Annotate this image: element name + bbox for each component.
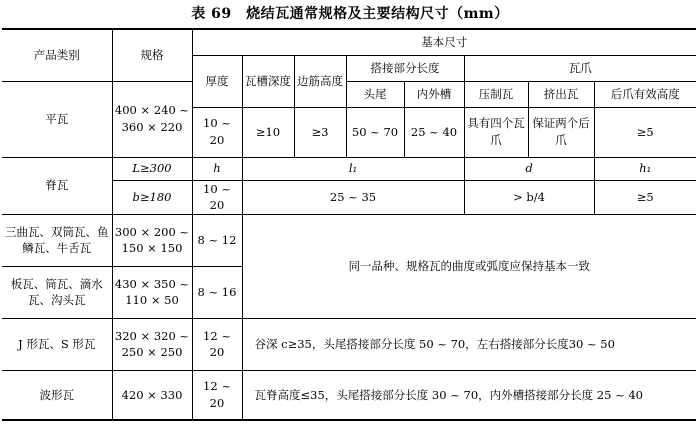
wave-thickness: 12 ~ 20 [192,370,242,420]
row-triple-name: 三曲瓦、双筒瓦、鱼鳞瓦、牛舌瓦 [2,214,112,266]
header-rear-claw-height: 后爪有效高度 [594,81,696,107]
row-plate-spec: 430 × 350 ~ 110 × 50 [112,266,192,318]
header-product-type: 产品类别 [2,29,112,81]
ridge-symbol-d: d [464,157,594,180]
flat-inner-outer: 25 ~ 40 [404,107,464,157]
row-triple-spec: 300 × 200 ~ 150 × 150 [112,214,192,266]
js-note: 谷深 c≥35，头尾搭接部分长度 50 ~ 70，左右搭接部分长度30 ~ 50 [242,318,696,370]
flat-thickness: 10 ~ 20 [192,107,242,157]
header-tile-claw: 瓦爪 [464,55,696,81]
row-ridge-name: 脊瓦 [2,157,112,214]
header-groove-depth: 瓦槽深度 [242,55,294,107]
header-head-tail: 头尾 [346,81,404,107]
js-thickness: 12 ~ 20 [192,318,242,370]
ridge-d-value: > b/4 [464,180,594,214]
row-flat-spec: 400 × 240 ~ 360 × 220 [112,81,192,157]
table-row [2,157,696,180]
plate-thickness: 8 ~ 16 [192,266,242,318]
flat-rib-height: ≥3 [294,107,346,157]
header-inner-outer-groove: 内外槽 [404,81,464,107]
table-row [2,318,696,370]
flat-groove-depth: ≥10 [242,107,294,157]
ridge-l1-value: 25 ~ 35 [242,180,464,214]
header-basic-dims: 基本尺寸 [192,29,696,55]
header-thickness: 厚度 [192,55,242,107]
header-rib-height: 边筋高度 [294,55,346,107]
ridge-symbol-h1: h₁ [594,157,696,180]
header-extruded-tile: 挤出瓦 [528,81,594,107]
ridge-spec-length: L≥300 [112,157,192,180]
ridge-symbol-l1: l₁ [242,157,464,180]
row-wave-name: 波形瓦 [2,370,112,420]
header-pressed-tile: 压制瓦 [464,81,528,107]
note-same-curvature: 同一品种、规格瓦的曲度或弧度应保持基本一致 [242,214,696,318]
table-row [2,81,696,107]
flat-head-tail: 50 ~ 70 [346,107,404,157]
header-spec: 规格 [112,29,192,81]
row-wave-spec: 420 × 330 [112,370,192,420]
wave-note: 瓦脊高度≤35，头尾搭接部分长度 30 ~ 70，内外槽搭接部分长度 25 ~ 40 [242,370,696,420]
header-overlap-length: 搭接部分长度 [346,55,464,81]
ridge-symbol-h: h [192,157,242,180]
flat-pressed: 具有四个瓦爪 [464,107,528,157]
ridge-thickness: 10 ~ 20 [192,180,242,214]
table-title: 表 69 烧结瓦通常规格及主要结构尺寸（mm） [191,6,509,22]
table-row [2,370,696,420]
row-js-name: J 形瓦、S 形瓦 [2,318,112,370]
ridge-h1-value: ≥5 [594,180,696,214]
row-js-spec: 320 × 320 ~ 250 × 250 [112,318,192,370]
flat-extruded: 保证两个后爪 [528,107,594,157]
spec-table [2,28,696,421]
table-row [2,29,696,55]
row-flat-name: 平瓦 [2,81,112,157]
ridge-spec-width: b≥180 [112,180,192,214]
row-plate-name: 板瓦、筒瓦、滴水瓦、沟头瓦 [2,266,112,318]
triple-thickness: 8 ~ 12 [192,214,242,266]
flat-rear-claw: ≥5 [594,107,696,157]
table-row [2,214,696,266]
